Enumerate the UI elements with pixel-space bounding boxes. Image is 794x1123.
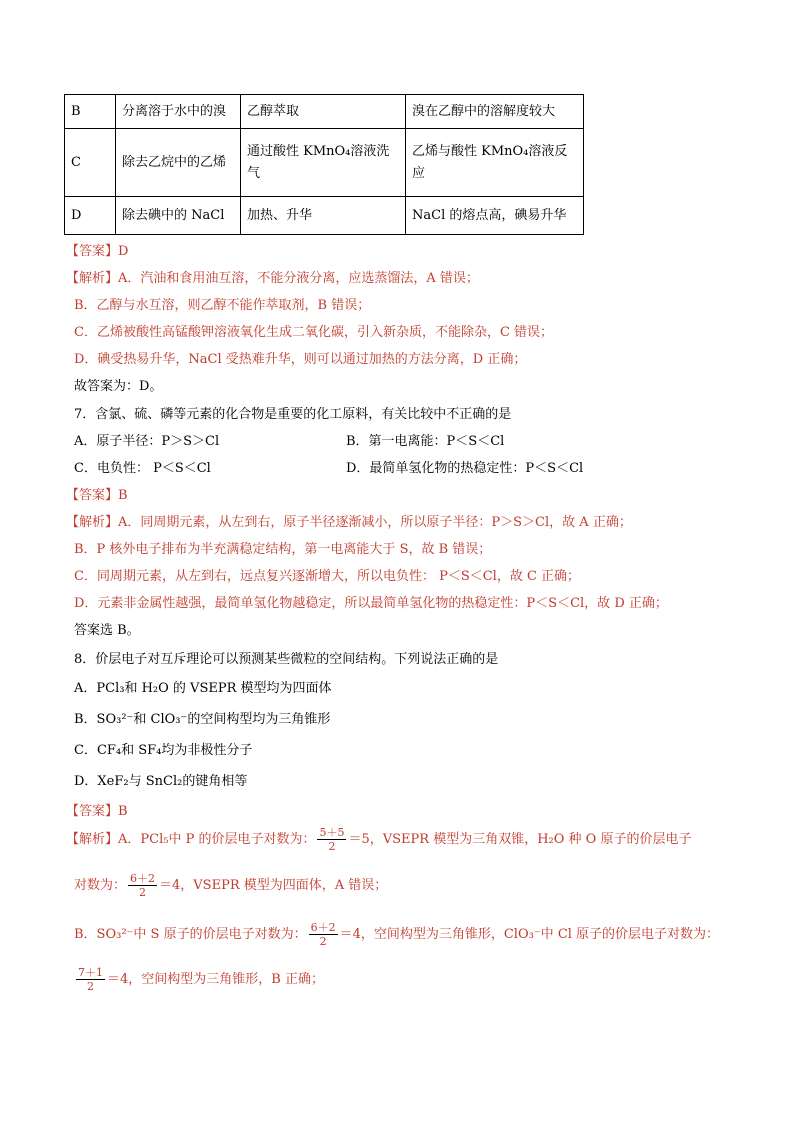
analysis-text: D．元素非金属性越强，最简单氢化物越稳定，所以最简单氢化物的热稳定性：P＜S＜Cl，故 D 正确； (74, 596, 668, 611)
analysis-line (74, 872, 387, 900)
table-cell: 分离溶于水中的溴 (116, 95, 241, 129)
answer-tag: 【答案】 (66, 244, 119, 259)
table-cell: 除去碘中的 NaCl (116, 197, 241, 235)
question-stem: 7．含氯、硫、磷等元素的化合物是重要的化工原料，有关比较中不正确的是 (74, 407, 512, 422)
table-row (65, 129, 584, 197)
table-row (65, 197, 584, 235)
table-cell: D (65, 197, 116, 235)
analysis-text: ＝5，VSEPR 模型为三角双锥，H₂O 种 O 原子的价层电子 (348, 832, 692, 847)
answer-tag: 【答案】 (66, 488, 119, 503)
answer-line (66, 800, 128, 819)
question-stem: 8．价层电子对互斥理论可以预测某些微粒的空间结构。下列说法正确的是 (74, 652, 499, 667)
analysis-text: C．同周期元素，从左到右，远点复兴逐渐增大，所以电负性： P＜S＜Cl，故 C 正确； (74, 569, 581, 584)
fraction (317, 826, 346, 853)
analysis-text: B．乙醇与水互溶，则乙醇不能作萃取剂，B 错误； (74, 298, 371, 313)
analysis-conclusion: 答案选 B。 (74, 623, 140, 638)
analysis-text: A．PCl₅中 P 的价层电子对数为： (118, 832, 316, 847)
answer-value: D (118, 244, 129, 259)
option-a: A．PCl₃和 H₂O 的 VSEPR 模型均为四面体 (74, 681, 332, 696)
fraction (128, 872, 157, 899)
fraction-denominator: 2 (319, 935, 327, 948)
option-c: C．电负性： P＜S＜Cl (74, 461, 211, 476)
option-d: D．最简单氢化物的热稳定性：P＜S＜Cl (346, 461, 584, 476)
fraction-numerator: 6＋2 (310, 921, 336, 934)
fraction (309, 921, 338, 948)
table-cell: 乙烯与酸性 KMnO₄溶液反应 (406, 129, 584, 197)
analysis-text: C．乙烯被酸性高锰酸钾溶液氧化生成二氧化碳，引入新杂质，不能除杂，C 错误； (74, 325, 554, 340)
analysis-tag: 【解析】 (66, 832, 119, 847)
analysis-tag: 【解析】 (66, 515, 119, 530)
table-row (65, 95, 584, 129)
fraction (76, 966, 105, 993)
analysis-line (66, 267, 479, 286)
table-cell: 除去乙烷中的乙烯 (116, 129, 241, 197)
fraction-denominator: 2 (328, 840, 336, 853)
answer-value: B (118, 804, 128, 819)
analysis-text: ＝4，空间构型为三角锥形，B 正确； (107, 972, 324, 987)
table-cell: C (65, 129, 116, 197)
analysis-text: B．P 核外电子排布为半充满稳定结构，第一电离能大于 S，故 B 错误； (74, 542, 492, 557)
analysis-line (66, 511, 632, 530)
table-cell: 乙醇萃取 (241, 95, 406, 129)
fraction-denominator: 2 (139, 886, 147, 899)
answer-tag: 【答案】 (66, 804, 119, 819)
analysis-text: A．同周期元素，从左到右，原子半径逐渐减小，所以原子半径：P＞S＞Cl，故 A 正确； (118, 515, 632, 530)
analysis-line (74, 966, 324, 994)
answer-value: B (118, 488, 128, 503)
option-c: C．CF₄和 SF₄均为非极性分子 (74, 743, 253, 758)
option-b: B．第一电离能：P＜S＜Cl (346, 434, 505, 449)
fraction-numerator: 7＋1 (78, 966, 103, 979)
analysis-text: ＝4，VSEPR 模型为四面体，A 错误； (159, 878, 388, 893)
option-d: D．XeF₂与 SnCl₂的键角相等 (74, 774, 248, 789)
analysis-text: ＝4，空间构型为三角锥形，ClO₃⁻中 Cl 原子的价层电子对数为： (339, 927, 720, 942)
analysis-line (66, 826, 691, 854)
analysis-line (74, 921, 719, 949)
analysis-text: A．汽油和食用油互溶，不能分液分离，应选蒸馏法，A 错误； (118, 271, 479, 286)
analysis-conclusion: 故答案为：D。 (74, 379, 163, 394)
table-cell: 通过酸性 KMnO₄溶液洗气 (241, 129, 406, 197)
options-table (64, 94, 584, 235)
fraction-numerator: 5＋5 (319, 826, 345, 839)
analysis-tag: 【解析】 (66, 271, 119, 286)
table-cell: NaCl 的熔点高，碘易升华 (406, 197, 584, 235)
analysis-text: D．碘受热易升华，NaCl 受热难升华，则可以通过加热的方法分离，D 正确； (74, 352, 527, 367)
table-cell: 溴在乙醇中的溶解度较大 (406, 95, 584, 129)
answer-line (66, 240, 128, 259)
fraction-denominator: 2 (87, 980, 94, 993)
table-cell: 加热、升华 (241, 197, 406, 235)
analysis-text: B．SO₃²⁻中 S 原子的价层电子对数为： (74, 927, 307, 942)
analysis-text: 对数为： (74, 878, 127, 893)
answer-line (66, 484, 128, 503)
option-b: B．SO₃²⁻和 ClO₃⁻的空间构型均为三角锥形 (74, 712, 331, 727)
table-cell: B (65, 95, 116, 129)
fraction-numerator: 6＋2 (130, 872, 156, 885)
option-a: A．原子半径：P＞S＞Cl (74, 434, 220, 449)
